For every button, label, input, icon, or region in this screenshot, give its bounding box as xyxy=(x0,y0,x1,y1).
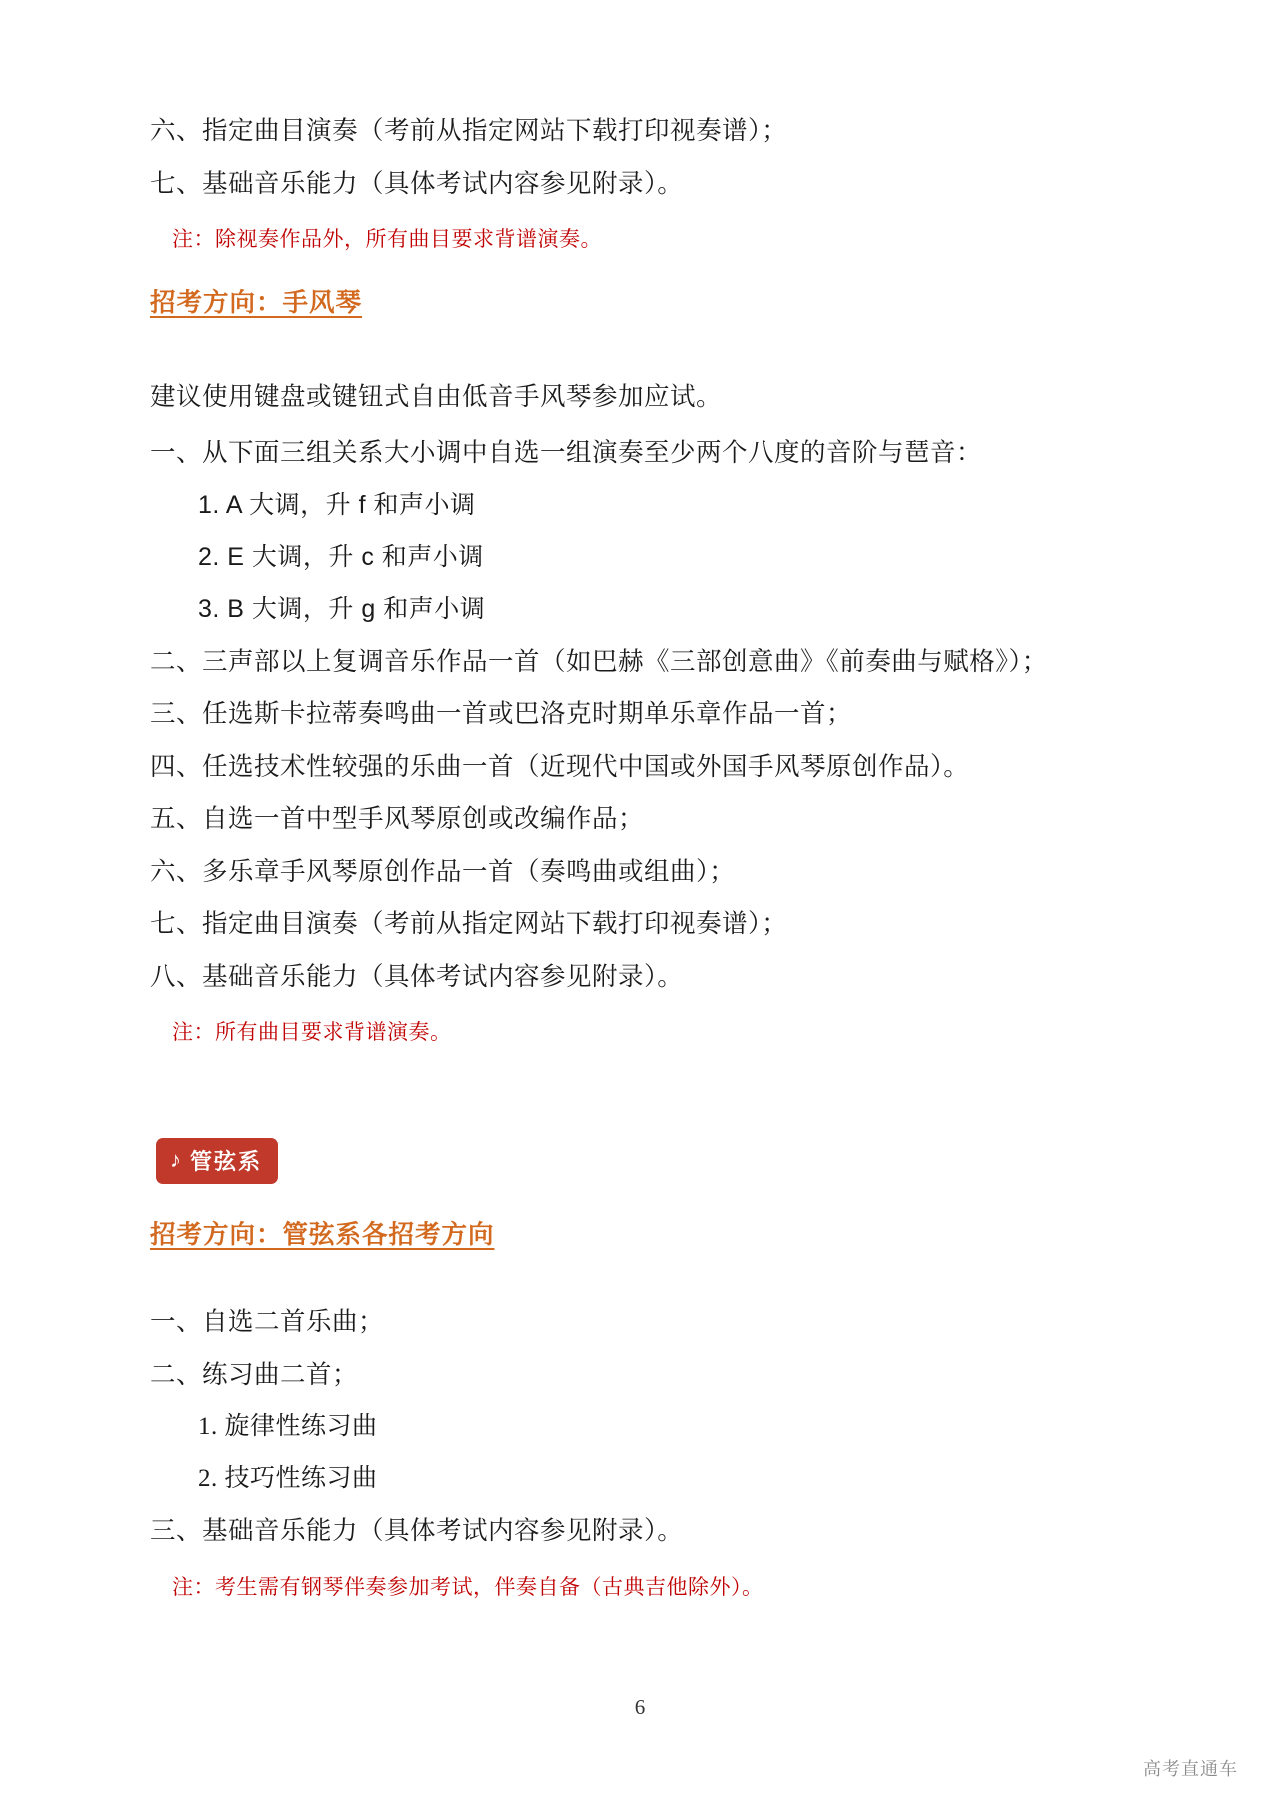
direction-heading-orchestra: 招考方向：管弦系各招考方向 xyxy=(150,1220,495,1249)
accordion-intro: 建议使用键盘或键钮式自由低音手风琴参加应试。 xyxy=(150,382,723,411)
list-item: 二、练习曲二首； xyxy=(150,1359,359,1389)
sub-list-item: 2. E 大调，升 c 和声小调 xyxy=(198,542,484,571)
music-note-icon: ♪ xyxy=(170,1146,183,1172)
direction-heading-accordion-wrap xyxy=(150,283,1130,348)
list-item: 二、三声部以上复调音乐作品一首（如巴赫《三部创意曲》《前奏曲与赋格》）； xyxy=(150,646,1048,676)
list-item: 四、任选技术性较强的乐曲一首（近现代中国或外国手风琴原创作品）。 xyxy=(150,751,970,781)
list-item: 六、指定曲目演奏（考前从指定网站下载打印视奏谱）； xyxy=(150,116,788,145)
watermark: 高考直通车 xyxy=(1143,1759,1238,1779)
direction-heading-orchestra-wrap xyxy=(150,1215,1130,1280)
note-text: 注：考生需有钢琴伴奏参加考试，伴奏自备（古典吉他除外）。 xyxy=(172,1574,764,1599)
list-item: 三、任选斯卡拉蒂奏鸣曲一首或巴洛克时期单乐章作品一首； xyxy=(150,699,853,728)
department-badge-label: 管弦系 xyxy=(190,1149,263,1174)
list-item: 一、从下面三组关系大小调中自选一组演奏至少两个八度的音阶与琶音： xyxy=(150,438,983,467)
list-item: 五、自选一首中型手风琴原创或改编作品； xyxy=(150,804,645,833)
section-spacer xyxy=(150,1076,1130,1138)
department-badge-row xyxy=(150,1138,1130,1184)
sub-list-item: 3. B 大调，升 g 和声小调 xyxy=(198,594,486,623)
sub-list-item: 2. 技巧性练习曲 xyxy=(198,1465,378,1492)
page-number: 6 xyxy=(634,1695,646,1719)
sub-list-item: 1. A 大调，升 f 和声小调 xyxy=(198,490,476,519)
list-item: 七、指定曲目演奏（考前从指定网站下载打印视奏谱）； xyxy=(150,909,788,938)
department-badge xyxy=(156,1138,278,1184)
list-item: 三、基础音乐能力（具体考试内容参见附录）。 xyxy=(150,1516,684,1545)
list-item: 一、自选二首乐曲； xyxy=(150,1307,385,1336)
note-text: 注：除视奏作品外，所有曲目要求背谱演奏。 xyxy=(172,227,602,251)
sub-list-item: 1. 旋律性练习曲 xyxy=(198,1413,378,1440)
list-item: 六、多乐章手风琴原创作品一首（奏鸣曲或组曲）； xyxy=(150,856,736,886)
list-item: 八、基础音乐能力（具体考试内容参见附录）。 xyxy=(150,961,684,991)
note-text: 注：所有曲目要求背谱演奏。 xyxy=(172,1020,452,1044)
direction-heading-accordion: 招考方向：手风琴 xyxy=(150,288,363,317)
list-item: 七、基础音乐能力（具体考试内容参见附录）。 xyxy=(150,168,684,198)
